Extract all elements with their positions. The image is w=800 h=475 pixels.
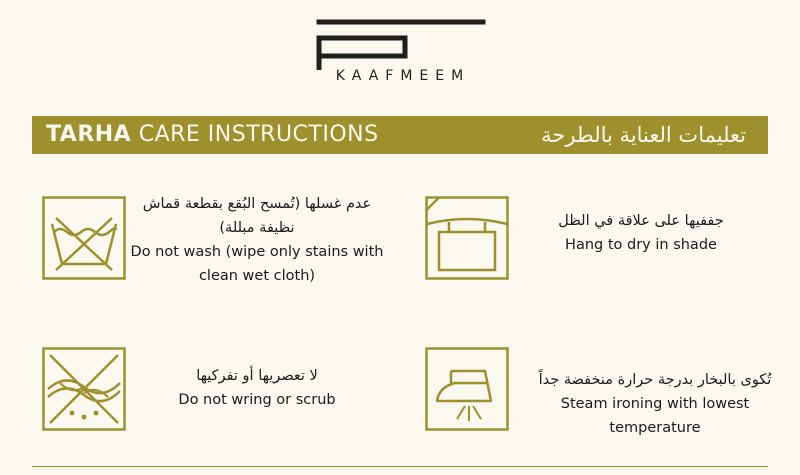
brand-logo — [0, 14, 800, 84]
care-instructions-banner — [32, 116, 768, 154]
no-wring-icon — [42, 347, 126, 431]
line-dry-shade-text — [516, 209, 766, 257]
banner-title-bold: TARHA — [46, 122, 132, 147]
steam-iron-low-icon — [425, 347, 509, 431]
no-wash-ar-line2: نظيفة مبللة) — [219, 220, 295, 236]
steam-iron-text — [514, 368, 796, 440]
no-wash-icon — [42, 196, 126, 280]
banner-title-rest: CARE INSTRUCTIONS — [138, 122, 379, 147]
no-wash-en-line1: Do not wash (wipe only stains with — [130, 244, 384, 260]
no-wring-en: Do not wring or scrub — [178, 392, 336, 408]
line-dry-shade-en: Hang to dry in shade — [565, 237, 717, 253]
steam-iron-ar: تُكوى بالبخار بدرجة حرارة منخفضة جداً — [538, 372, 772, 388]
no-wring-ar: لا تعصريها أو تفركيها — [196, 368, 318, 384]
brand-name: KAAFMEEM — [335, 68, 471, 84]
no-wash-text — [130, 192, 384, 288]
steam-iron-en: Steam ironing with lowest temperature — [560, 396, 750, 436]
kaafmeem-logo-icon — [305, 14, 495, 70]
bottom-divider — [32, 466, 768, 467]
no-wash-ar-line1: عدم غسلها (تُمسح البُقع بقطعة قماش — [142, 196, 372, 212]
banner-title-en — [46, 116, 379, 154]
no-wring-text — [130, 364, 384, 412]
line-dry-shade-icon — [425, 196, 509, 280]
banner-title-ar: تعليمات العناية بالطرحة — [541, 123, 746, 147]
line-dry-shade-ar: جففيها على علاقة في الظل — [558, 213, 724, 229]
no-wash-en-line2: clean wet cloth) — [198, 268, 316, 284]
